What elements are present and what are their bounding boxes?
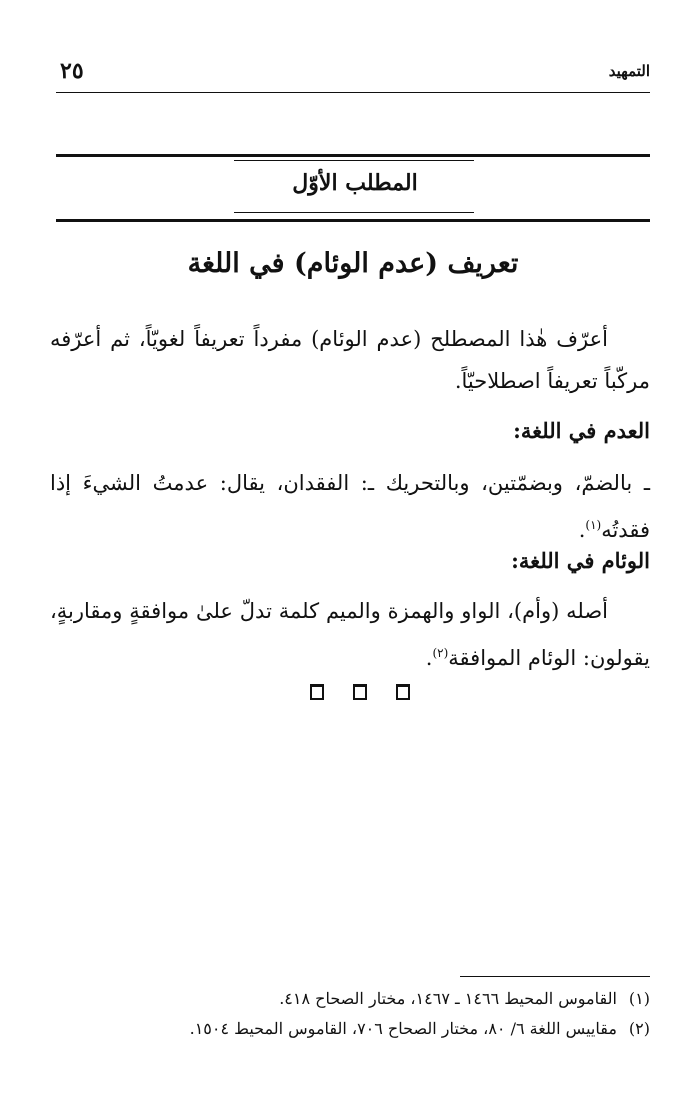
- definition-wiam-text: أصله (وأم)، الواو والهمزة والميم كلمة تدلّ علىٰ موافقةٍ ومقاربةٍ، يقولون: الوئام الموافقة: [50, 599, 650, 670]
- title-rule-top-thick: [56, 154, 650, 157]
- footnote-1: [50, 986, 650, 1012]
- definition-wiam: [50, 590, 650, 679]
- footnote-rule: [460, 976, 650, 977]
- header-rule: [56, 92, 650, 93]
- separator-box-icon: [310, 684, 324, 700]
- separator-box-icon: [353, 684, 367, 700]
- footnote-ref-1: (١): [585, 518, 602, 532]
- definition-adam: [50, 462, 650, 551]
- definition-adam-end: .: [578, 518, 586, 542]
- definition-adam-text: ـ بالضمّ، وبضمّتين، وبالتحريك ـ: الفقدان، يقال: عدمتُ الشيءَ إذا فقدتُه: [50, 471, 650, 542]
- title-rule-bottom-thin: [234, 212, 474, 213]
- intro-paragraph: أعرّف هٰذا المصطلح (عدم الوئام) مفرداً تعريفاً لغويّاً، ثم أعرّفه مركّباً تعريفاً اصطلاحيّاً.: [50, 327, 650, 393]
- footnote-text: القاموس المحيط ١٤٦٦ ـ ١٤٦٧، مختار الصحاح ٤١٨.: [279, 989, 617, 1008]
- footnote-number: (١): [628, 989, 650, 1008]
- footnote-ref-2: (٢): [432, 646, 449, 660]
- footnote-text: مقاييس اللغة ٦/ ٨٠، مختار الصحاح ٧٠٦، القاموس المحيط ١٥٠٤.: [189, 1019, 617, 1038]
- section-separator: [310, 680, 410, 704]
- footnote-2: [50, 1016, 650, 1042]
- title-rule-bottom-thick: [56, 219, 650, 222]
- chapter-title: تعريف (عدم الوئام) في اللغة: [187, 248, 519, 279]
- title-rule-top-thin: [234, 160, 474, 161]
- running-head: التمهيد: [608, 62, 650, 80]
- footnote-number: (٢): [628, 1019, 650, 1038]
- definition-wiam-end: .: [425, 646, 433, 670]
- page-number: ٢٥: [60, 58, 84, 84]
- heading-adam: العدم في اللغة:: [513, 418, 650, 443]
- heading-wiam: الوئام في اللغة:: [511, 548, 650, 573]
- section-title: المطلب الأوّل: [292, 170, 418, 196]
- separator-box-icon: [396, 684, 410, 700]
